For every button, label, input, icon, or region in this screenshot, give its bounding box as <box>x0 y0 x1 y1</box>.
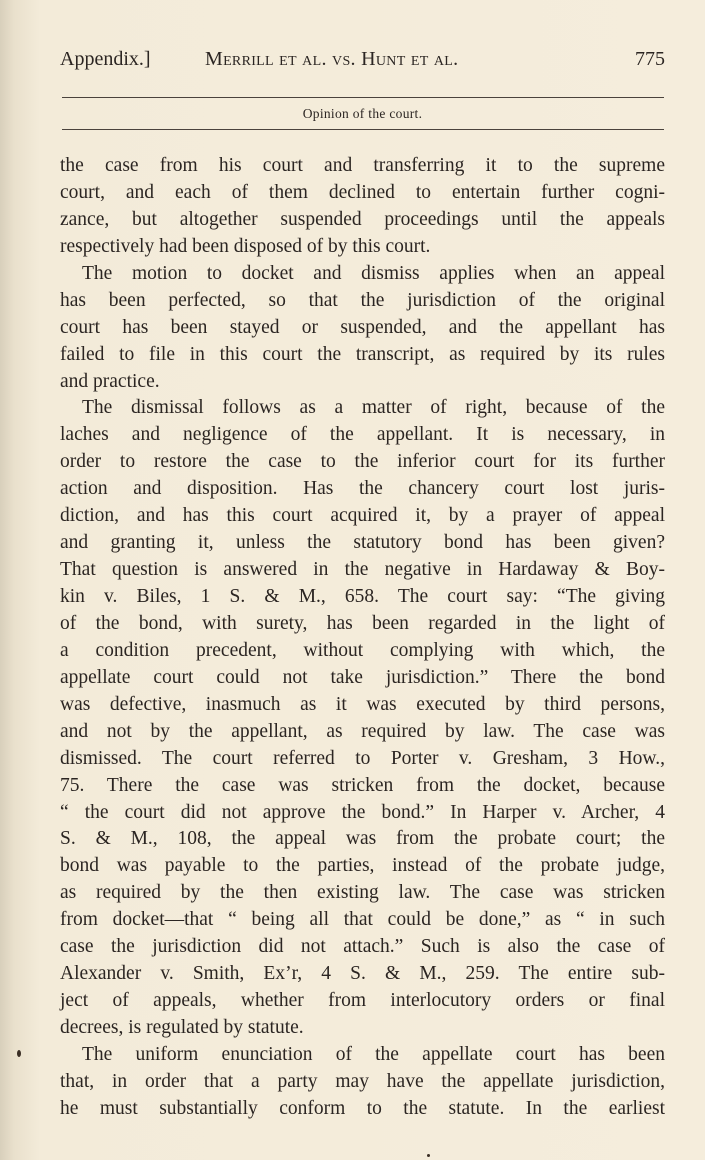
text-line <box>60 1096 665 1123</box>
text-line-content: respectively had been disposed of by this court. <box>60 235 431 257</box>
text-line-content: ject of appeals, whether from interlocutory orders or final <box>60 990 665 1012</box>
text-line-content: of the bond, with surety, has been regarded in the light of <box>60 612 665 634</box>
text-line <box>60 826 665 853</box>
text-line <box>60 853 665 880</box>
text-line-content: that, in order that a party may have the appellate jurisdiction, <box>60 1070 665 1092</box>
text-line-content: case the jurisdiction did not attach.” Such is also the case of <box>60 936 665 958</box>
text-line-content: kin v. Biles, 1 S. & M., 658. The court say: “The giving <box>60 586 665 607</box>
text-line-content: 75. There the case was stricken from the docket, because <box>60 774 665 796</box>
text-line-content: Alexander v. Smith, Ex’r, 4 S. & M., 259. The entire sub- <box>60 963 665 985</box>
text-line-content: court, and each of them declined to entertain further cogni- <box>60 181 665 203</box>
text-line-content: and granting it, unless the statutory bond has been given? <box>60 532 665 554</box>
text-line <box>60 934 665 961</box>
text-line-content: court has been stayed or suspended, and the appellant has <box>60 316 665 338</box>
text-line-content: appellate court could not take jurisdiction.” There the bond <box>60 666 665 688</box>
text-line-content: That question is answered in the negative in Hardaway & Boy- <box>60 559 665 581</box>
running-head-left: Appendix.] <box>60 48 151 70</box>
text-line-content: order to restore the case to the inferior court for its further <box>60 451 665 473</box>
text-line <box>60 746 665 773</box>
text-line <box>60 395 665 422</box>
text-line-content: he must substantially conform to the statute. In the earliest <box>60 1097 665 1119</box>
text-line-content: failed to file in this court the transcript, as required by its rules <box>60 343 665 365</box>
text-line <box>60 369 665 396</box>
text-line <box>60 1042 665 1069</box>
text-line <box>60 880 665 907</box>
text-line <box>60 638 665 665</box>
text-line <box>60 692 665 719</box>
body-text <box>60 153 665 1123</box>
text-line-content: zance, but altogether suspended proceedings until the appeals <box>60 208 665 230</box>
text-line-content: a condition precedent, without complying with which, the <box>60 639 665 661</box>
text-line-content: The uniform enunciation of the appellate court has been <box>82 1043 665 1065</box>
text-line <box>60 503 665 530</box>
text-line <box>60 800 665 827</box>
section-subheading: Opinion of the court. <box>302 106 423 121</box>
text-line-content: from docket—that “ being all that could be done,” as “ in such <box>60 909 665 931</box>
text-line <box>60 342 665 369</box>
text-line <box>60 961 665 988</box>
text-line <box>60 907 665 934</box>
text-line <box>60 422 665 449</box>
text-line <box>60 476 665 503</box>
text-line <box>60 1015 665 1042</box>
text-line <box>60 665 665 692</box>
text-line <box>60 449 665 476</box>
text-line-content: was defective, inasmuch as it was executed by third persons, <box>60 693 665 715</box>
text-line-content: as required by the then existing law. The case was stricken <box>60 882 665 904</box>
text-line-content: The dismissal follows as a matter of right, because of the <box>82 397 665 419</box>
running-head-title: Merrill et al. vs. Hunt et al. <box>205 48 459 70</box>
text-line <box>60 988 665 1015</box>
text-line <box>60 207 665 234</box>
text-line <box>60 530 665 557</box>
text-line-content: has been perfected, so that the jurisdiction of the original <box>60 289 665 311</box>
text-line <box>60 611 665 638</box>
text-line-content: dismissed. The court referred to Porter v. Gresham, 3 How., <box>60 747 665 769</box>
header-rule-top <box>62 97 664 98</box>
text-line <box>60 288 665 315</box>
page-number: 775 <box>635 48 665 70</box>
text-line-content: “ the court did not approve the bond.” In Harper v. Archer, 4 <box>60 801 665 823</box>
text-line-content: decrees, is regulated by statute. <box>60 1017 304 1038</box>
text-line-content: bond was payable to the parties, instead of the probate judge, <box>60 855 665 877</box>
text-line <box>60 234 665 261</box>
header-rule-bottom <box>62 129 664 130</box>
text-line-content: The motion to docket and dismiss applies when an appeal <box>82 262 665 284</box>
text-line <box>60 584 665 611</box>
text-line <box>60 557 665 584</box>
text-line-content: S. & M., 108, the appeal was from the probate court; the <box>60 828 665 850</box>
text-line <box>60 773 665 800</box>
text-line-content: and not by the appellant, as required by law. The case was <box>60 720 665 742</box>
text-line <box>60 261 665 288</box>
text-line <box>60 315 665 342</box>
text-line <box>60 719 665 746</box>
text-line-content: the case from his court and transferring it to the supreme <box>60 155 665 176</box>
text-line-content: diction, and has this court acquired it, by a prayer of appeal <box>60 505 665 527</box>
text-line <box>60 1069 665 1096</box>
ink-speck <box>17 1050 21 1057</box>
text-line-content: action and disposition. Has the chancery court lost juris- <box>60 478 665 500</box>
text-line <box>60 153 665 180</box>
ink-speck <box>427 1154 430 1157</box>
text-line-content: and practice. <box>60 370 160 392</box>
text-line <box>60 180 665 207</box>
text-line-content: laches and negligence of the appellant. It is necessary, in <box>60 424 665 446</box>
